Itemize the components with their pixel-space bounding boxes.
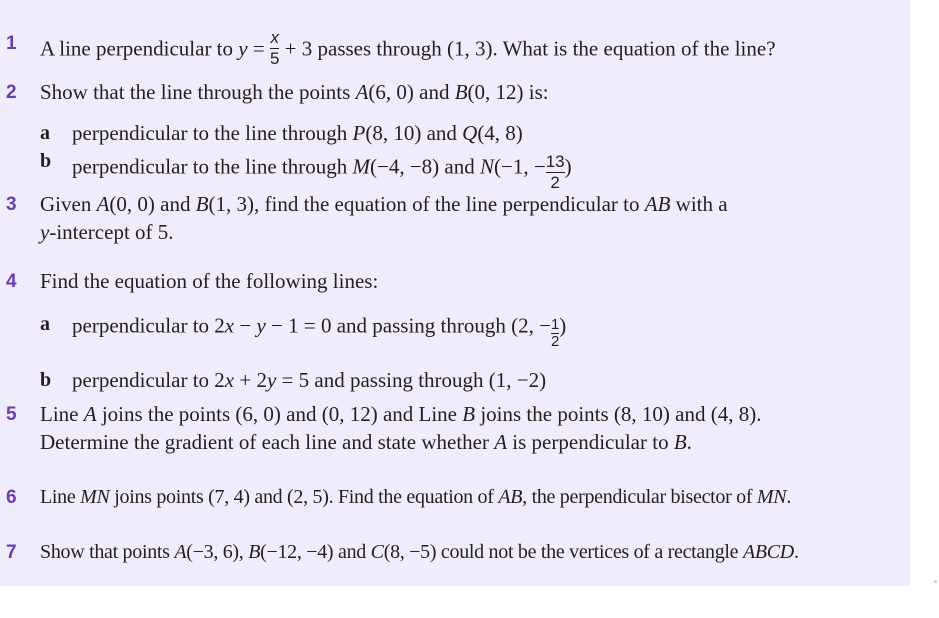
question-number: 5	[6, 404, 17, 425]
question-number: 7	[6, 542, 17, 563]
subpart-label: b	[40, 150, 52, 172]
subpart-text: perpendicular to 2x + 2y = 5 and passing through (1, −2)	[72, 368, 547, 392]
question-text: Line MN joins points (7, 4) and (2, 5). Find the equation of AB, the perpendicular bisector of MN.	[40, 486, 792, 508]
question-text: Show that points A(−3, 6), B(−12, −4) and C(8, −5) could not be the vertices of a rectangle ABCD.	[40, 541, 799, 563]
question-text: y-intercept of 5.	[40, 220, 174, 244]
subpart-label: a	[40, 313, 50, 335]
subpart-text: perpendicular to the line through P(8, 10) and Q(4, 8)	[72, 121, 523, 145]
question-number: 3	[6, 194, 17, 215]
question-text: A line perpendicular to y = $\frac{x}{5}$ + 3 passes through (1, 3). What is the equation of the line?	[40, 28, 776, 68]
question-text: Show that the line through the points A(6, 0) and B(0, 12) is:	[40, 80, 549, 104]
question-text: Given A(0, 0) and B(1, 3), find the equation of the line perpendicular to AB with a	[40, 192, 728, 216]
question-number: 1	[6, 33, 17, 54]
question-text: Determine the gradient of each line and state whether A is perpendicular to B.	[40, 430, 692, 454]
question-text: Line A joins the points (6, 0) and (0, 12) and Line B joins the points (8, 10) and (4, 8).	[40, 402, 762, 426]
fraction: $\frac{13}{2}$	[545, 152, 565, 192]
question-text: Find the equation of the following lines:	[40, 269, 379, 293]
subpart-label: a	[40, 122, 50, 144]
question-number: 4	[6, 271, 17, 292]
question-number: 6	[6, 487, 17, 508]
fraction: $\frac{x}{5}$	[269, 28, 280, 68]
question-number: 2	[6, 82, 17, 103]
subpart-label: b	[40, 369, 52, 391]
fraction: $\frac{1}{2}$	[550, 316, 560, 350]
subpart-text: perpendicular to 2x − y − 1 = 0 and passing through (2, − $\frac{1}{2}$ )	[72, 313, 567, 350]
subpart-text: perpendicular to the line through M(−4, −8) and N(−1, − $\frac{13}{2}$ )	[72, 152, 572, 192]
scroll-marker	[934, 580, 937, 583]
